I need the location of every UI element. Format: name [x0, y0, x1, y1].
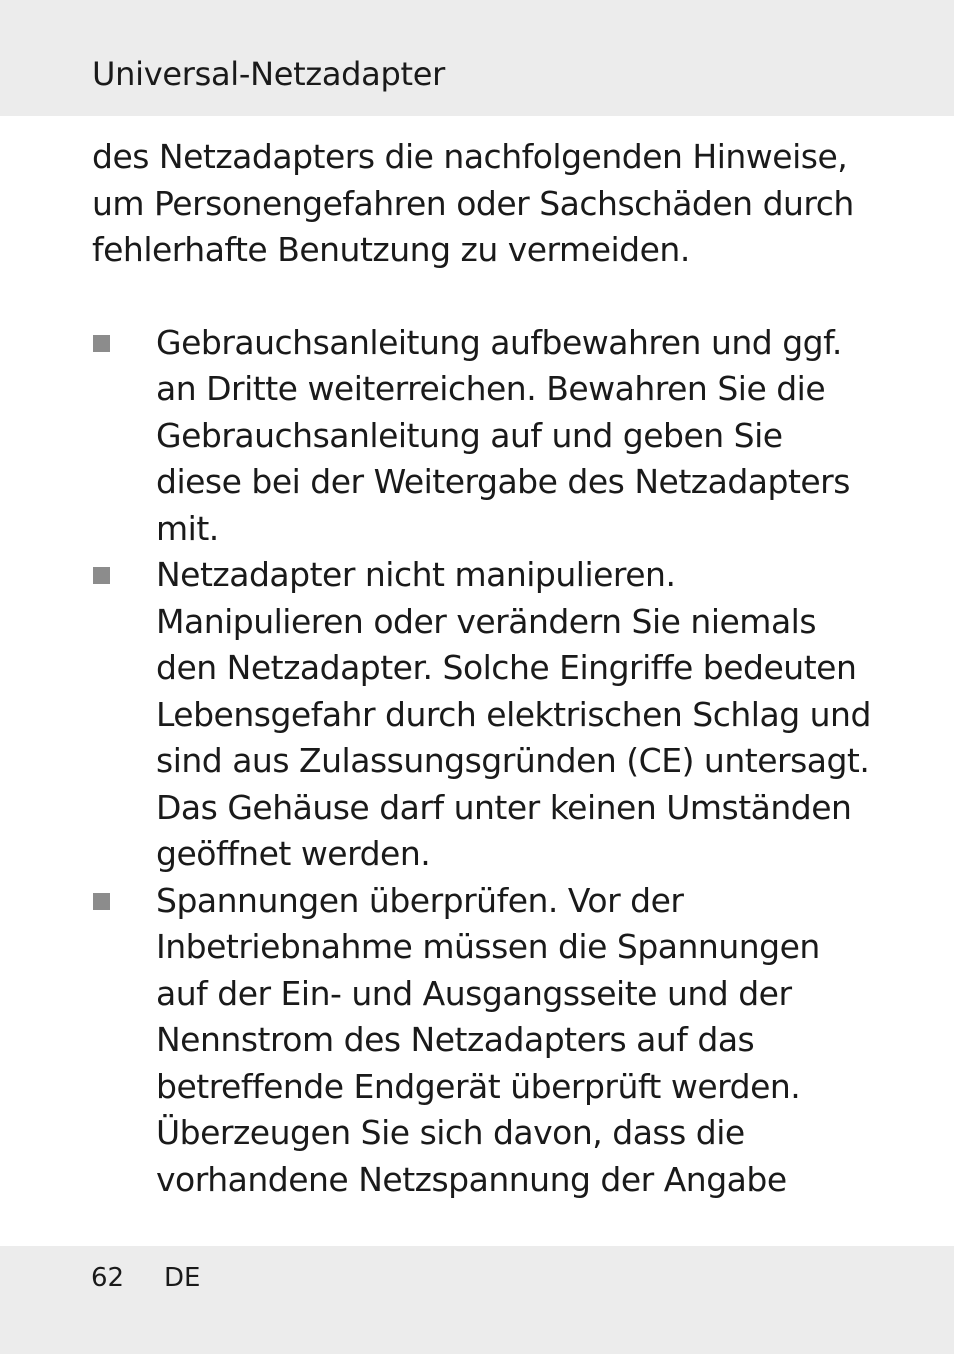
page-content [92, 134, 872, 1203]
bullet-line: Inbetriebnahme müssen die Spannungen [156, 927, 820, 966]
bullet-line: an Dritte weiterreichen. Bewahren Sie die [156, 369, 826, 408]
filled-square-icon [93, 335, 110, 352]
bullet-line: Überzeugen Sie sich davon, dass die [156, 1113, 745, 1152]
bullet-line: betreffende Endgerät überprüft werden. [156, 1066, 801, 1106]
bullet-line: vorhandene Netzspannung der Angabe [156, 1159, 787, 1199]
intro-line: um Personengefahren oder Sachschäden durch [92, 183, 854, 223]
language-code: DE [164, 1263, 201, 1293]
bullet-item-no-manipulation [92, 552, 872, 878]
intro-line: fehlerhafte Benutzung zu vermeiden. [92, 230, 690, 269]
filled-square-icon [93, 893, 110, 910]
bullet-line: Manipulieren oder verändern Sie niemals [156, 601, 817, 641]
bullet-line: Das Gehäuse darf unter keinen Umständen [156, 787, 852, 827]
bullet-line: Lebensgefahr durch elektrischen Schlag und [156, 694, 871, 734]
bullet-line: diese bei der Weitergabe des Netzadapters [156, 462, 850, 501]
bullet-line: auf der Ein- und Ausgangsseite und der [156, 973, 792, 1013]
footer-bar [0, 1246, 954, 1354]
bullet-line: sind aus Zulassungsgründen (CE) untersagt. [156, 741, 870, 780]
bullet-line: Gebrauchsanleitung auf und geben Sie [156, 415, 783, 455]
bullet-line: geöffnet werden. [156, 834, 431, 873]
bullet-item-manual-storage [92, 320, 872, 553]
bullet-line: mit. [156, 508, 219, 548]
bullet-line: Spannungen überprüfen. Vor der [156, 880, 684, 920]
filled-square-icon [93, 567, 110, 584]
bullet-line: den Netzadapter. Solche Eingriffe bedeuten [156, 648, 857, 687]
page-header-title: Universal-Netzadapter [92, 55, 445, 93]
bullet-list [92, 320, 872, 1204]
bullet-line: Gebrauchsanleitung aufbewahren und ggf. [156, 322, 842, 362]
page-number: 62 [91, 1263, 125, 1293]
bullet-item-check-voltages [92, 878, 872, 1204]
bullet-line: Netzadapter nicht manipulieren. [156, 555, 676, 594]
intro-line: des Netzadapters die nachfolgenden Hinweise, [92, 137, 848, 176]
intro-paragraph [92, 134, 872, 274]
bullet-line: Nennstrom des Netzadapters auf das [156, 1020, 755, 1059]
